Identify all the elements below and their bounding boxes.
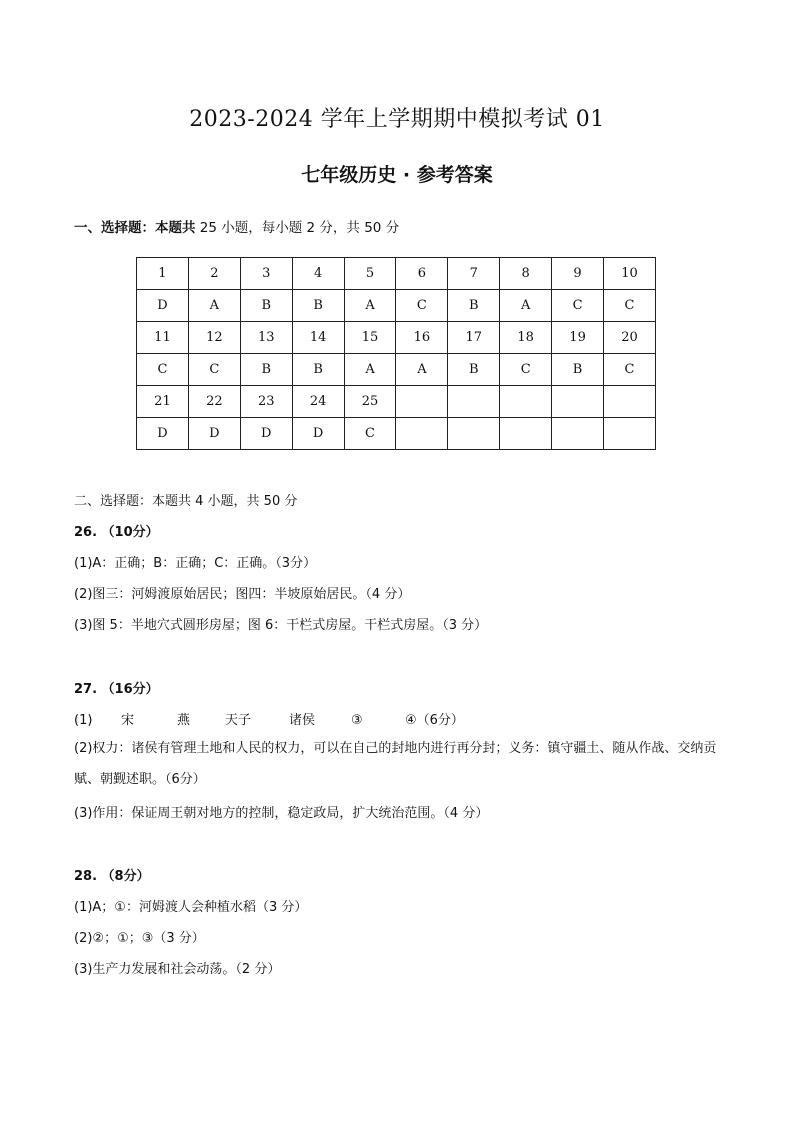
table-cell: C xyxy=(137,354,189,386)
table-cell: 7 xyxy=(448,258,500,290)
table-cell: 1 xyxy=(137,258,189,290)
table-cell: C xyxy=(604,290,656,322)
section1-heading-bold: 一、选择题：本题共 xyxy=(74,220,196,236)
q28-answer-3: (3)生产力发展和社会动荡。（2 分） xyxy=(74,962,281,977)
table-row xyxy=(137,386,656,418)
table-cell xyxy=(604,386,656,418)
q26-answer-3: (3)图 5：半地穴式圆形房屋；图 6：干栏式房屋。干栏式房屋。（3 分） xyxy=(74,618,488,633)
table-cell: 5 xyxy=(344,258,396,290)
q26-answer-1: (1)A：正确；B：正确；C：正确。（3分） xyxy=(74,556,317,571)
page-subtitle: 七年级历史 · 参考答案 xyxy=(301,164,493,186)
table-cell: B xyxy=(292,354,344,386)
table-cell xyxy=(396,418,448,450)
table-cell: 15 xyxy=(344,322,396,354)
table-cell: D xyxy=(137,418,189,450)
table-cell: D xyxy=(188,418,240,450)
table-cell: B xyxy=(240,290,292,322)
table-cell xyxy=(552,386,604,418)
table-cell: 25 xyxy=(344,386,396,418)
table-cell: B xyxy=(292,290,344,322)
table-cell xyxy=(396,386,448,418)
q26-answer-2: (2)图三：河姆渡原始居民；图四：半坡原始居民。（4 分） xyxy=(74,587,411,602)
table-row xyxy=(137,418,656,450)
table-row xyxy=(137,258,656,290)
q27-answer-3: (3)作用：保证周王朝对地方的控制，稳定政局，扩大统治范围。（4 分） xyxy=(74,806,489,821)
table-cell: 22 xyxy=(188,386,240,418)
section2-heading: 二、选择题：本题共 4 小题，共 50 分 xyxy=(74,494,298,509)
q27-heading: 27. （16分） xyxy=(74,682,159,697)
table-cell xyxy=(500,418,552,450)
q28-answer-2: (2)②；①；③（3 分） xyxy=(74,931,205,946)
table-cell: 23 xyxy=(240,386,292,418)
table-cell xyxy=(448,418,500,450)
q26-heading: 26. （10分） xyxy=(74,525,159,540)
table-cell: D xyxy=(292,418,344,450)
q27-blank-4: 诸侯 xyxy=(289,713,316,728)
q28-answer-1: (1)A；①：河姆渡人会种植水稻（3 分） xyxy=(74,900,308,915)
table-cell: A xyxy=(344,354,396,386)
section1-heading xyxy=(74,216,399,236)
table-cell: B xyxy=(448,290,500,322)
table-cell: B xyxy=(240,354,292,386)
table-cell: B xyxy=(552,354,604,386)
table-cell: C xyxy=(396,290,448,322)
q27-answer-1 xyxy=(74,709,464,728)
table-cell: 16 xyxy=(396,322,448,354)
q27-blank-2: 燕 xyxy=(177,713,191,728)
table-cell: 19 xyxy=(552,322,604,354)
table-cell: C xyxy=(604,354,656,386)
table-cell: D xyxy=(240,418,292,450)
table-row xyxy=(137,322,656,354)
q27-blank-6: ④（6分） xyxy=(405,713,464,728)
table-cell xyxy=(448,386,500,418)
answer-table xyxy=(136,257,656,450)
q27-answer-2: (2)权力：诸侯有管理土地和人民的权力，可以在自己的封地内进行再分封；义务：镇守疆土、随从作战、交纳贡赋、朝觐述职。（6分） xyxy=(74,741,717,787)
table-cell: 9 xyxy=(552,258,604,290)
table-cell: 10 xyxy=(604,258,656,290)
table-row xyxy=(137,354,656,386)
table-cell: A xyxy=(396,354,448,386)
table-cell: A xyxy=(344,290,396,322)
table-cell: C xyxy=(344,418,396,450)
table-cell: D xyxy=(137,290,189,322)
table-cell: 8 xyxy=(500,258,552,290)
table-cell: 20 xyxy=(604,322,656,354)
table-cell: 21 xyxy=(137,386,189,418)
q27-blank-1: 宋 xyxy=(121,713,135,728)
q27-answer-1-label: (1) xyxy=(74,713,93,728)
page-title: 2023-2024 学年上学期期中模拟考试 01 xyxy=(189,107,605,132)
table-cell: 18 xyxy=(500,322,552,354)
table-cell: A xyxy=(188,290,240,322)
table-cell xyxy=(552,418,604,450)
table-cell: 17 xyxy=(448,322,500,354)
table-cell: 14 xyxy=(292,322,344,354)
table-cell: B xyxy=(448,354,500,386)
table-row xyxy=(137,290,656,322)
q27-blank-5: ③ xyxy=(351,713,363,728)
q28-heading: 28. （8分） xyxy=(74,869,150,884)
section1-heading-rest: 25 小题，每小题 2 分，共 50 分 xyxy=(195,220,400,236)
table-cell: 12 xyxy=(188,322,240,354)
table-cell: C xyxy=(188,354,240,386)
table-cell: C xyxy=(552,290,604,322)
table-cell: 3 xyxy=(240,258,292,290)
table-cell: 6 xyxy=(396,258,448,290)
table-cell: 13 xyxy=(240,322,292,354)
table-cell: 2 xyxy=(188,258,240,290)
table-cell xyxy=(500,386,552,418)
table-cell: C xyxy=(500,354,552,386)
table-cell: 11 xyxy=(137,322,189,354)
table-cell: 24 xyxy=(292,386,344,418)
table-cell: A xyxy=(500,290,552,322)
table-cell: 4 xyxy=(292,258,344,290)
table-cell xyxy=(604,418,656,450)
q27-blank-3: 天子 xyxy=(225,713,252,728)
